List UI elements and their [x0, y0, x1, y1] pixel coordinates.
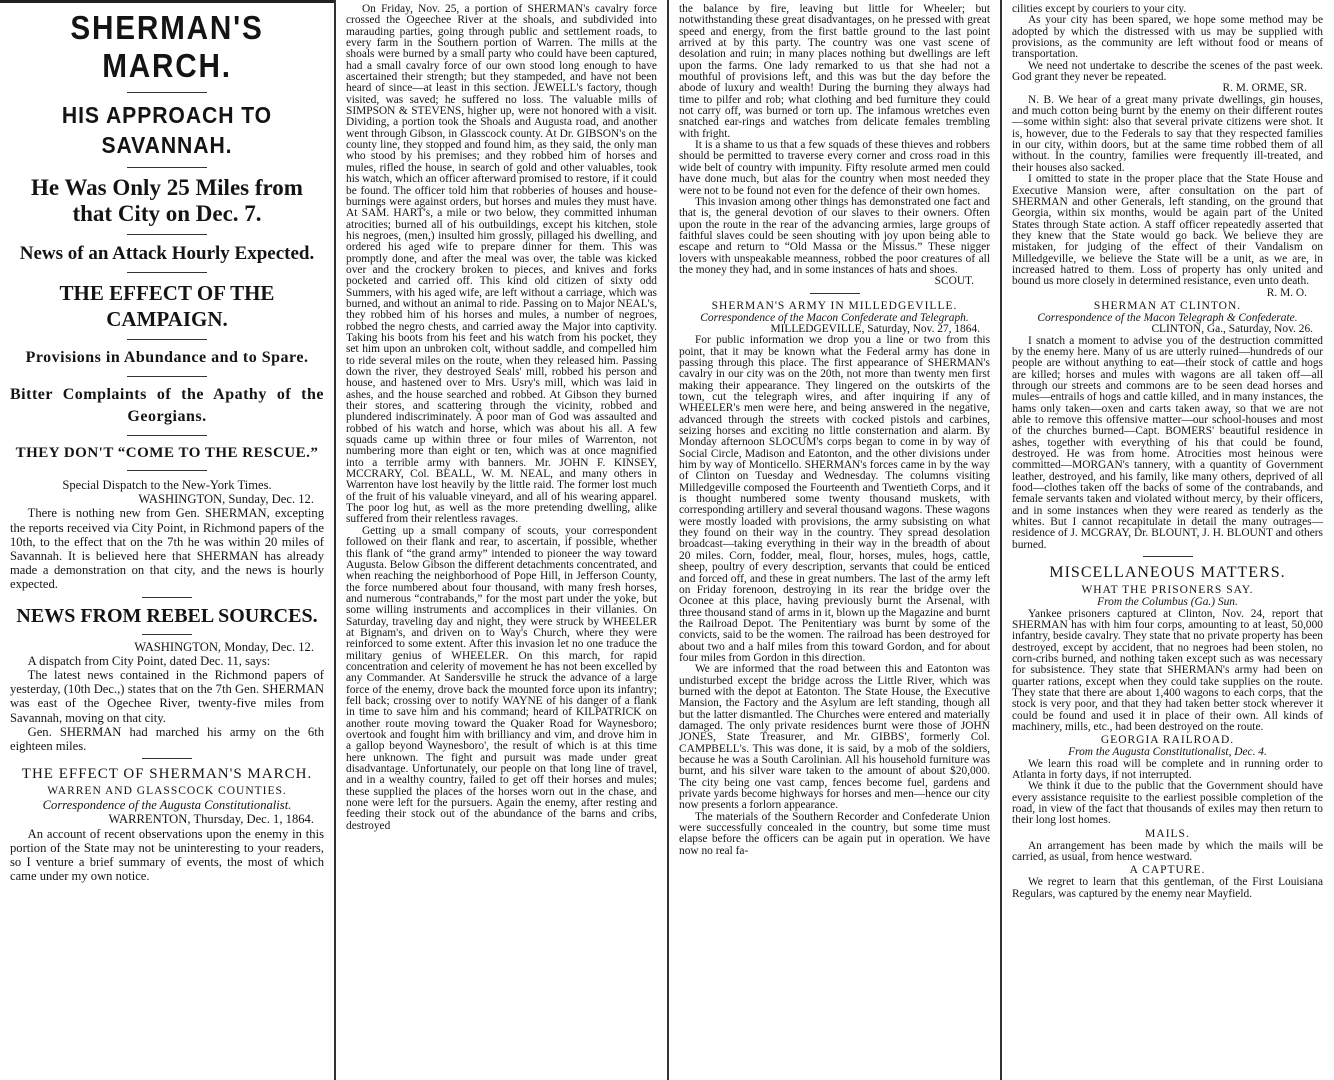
headline: SHERMAN'S MARCH. [70, 9, 264, 84]
section-heading: MISCELLANEOUS MATTERS. [1049, 564, 1286, 582]
dateline: WASHINGTON, Sunday, Dec. 12. [138, 492, 314, 507]
subheading: SHERMAN'S ARMY IN MILLEDGEVILLE. [711, 299, 958, 312]
paragraph: the balance by fire, leaving but little for Wheeler; but notwithstanding these great disadvantages, on he pressed with great speed and energy, from the first battle ground to the last point arrived at by this party. The country was one vast scene of desolation and ruin; in many places nothing but dwellings are left upon the farms. One lady remarked to us that she had not a mouthful of provisions left, and this was but the day before the abode of luxury and wealth! During the burning they always had time to pilfer and rob; what clothing and bed furniture they could not carry off, was burned or torn up. The infamous wretches even snatched ear-rings and watches from delicate females trembling with fright. [679, 3, 990, 140]
byline: From the Columbus (Ga.) Sun. [1097, 596, 1238, 609]
headline-deck: He Was Only 25 Miles from that City on Dec. 7. [31, 175, 303, 226]
paragraph: We are informed that the road between this and Eatonton was undisturbed except the bridge across the Little River, which was burned with the depot at Eatonton. The State House, the Executive Mansion, the Factory and the Asylum are left standing, though all but the latter dismantled. The Churches were entered and materially damaged. The only private residences burnt were those of JOHN JONES, State Treasurer, and Mr. GIBBS', formerly Col. CAMPBELL's. This was done, it is said, by a mob of the soldiers, because he was a South Carolinian. All his household furniture was burnt, and his silver ware taken to the amount of about $20,000. The city being one vast camp, fences become fuel, gardens and private yards become highways for horses and men—hence our city now presents a forlorn appearance. [679, 663, 990, 812]
subheading: MAILS. [1145, 827, 1190, 840]
divider-rule [142, 597, 192, 598]
divider-rule [127, 435, 207, 436]
paragraph: The latest news contained in the Richmond papers of yesterday, (10th Dec.,) states that on the 7th Gen. SHERMAN was east of the Ogechee River, twenty-five miles from Savannah, moving on that city. [10, 668, 324, 725]
subheading: WHAT THE PRISONERS SAY. [1081, 584, 1254, 597]
headline-deck: THEY DON'T “COME TO THE RESCUE.” [15, 445, 319, 461]
paragraph: Gen. SHERMAN had marched his army on the 6th eighteen miles. [10, 724, 324, 754]
byline: Correspondence of the Macon Telegraph & Confederate. [1037, 311, 1298, 324]
paragraph: I snatch a moment to advise you of the destruction committed by the enemy here. Many of us are utterly ruined—hundreds of our people are without anything to eat—their stock of cattle and hogs are killed; horses and mules with wagons are all taken off—all through our streets and commons are to be seen dead horses and mules—entrails of hogs and cattle killed, and in many instances, the hams only taken—oxen and carts taken away, so that we are not able to remove this offensive matter—our school-houses and most of the churches burned—Capt. BOMERS' beautiful residence in ashes, together with everything of his that could be found, destroyed. He was from home. Atrocities most heinous were committed—MORGAN's tannery, with a quantity of Government leather, destroyed, and his family, like many others, deprived of all food—clothes taken off the backs of some of the contrabands, and female servants taken and violated without mercy, by their officers, and in some instances when they were reared as tenderly as the whites. But I cannot recapitulate in detail the many outrages—residence of J. MCGRAY, Dr. BLOUNT, J. H. BLOUNT and others burned. [1012, 334, 1323, 551]
paragraph: On Friday, Nov. 25, a portion of SHERMAN's cavalry force crossed the Ogeechee River at the shoals, and subdivided into marauding parties, going through public and settlement roads, to every farm in the Southern portion of Warren. The mills at the shoals were burned by a small party who could have been captured, had a small cavalry force of our own stood long enough to have ascertained their strength; but they stampeded, and have not been heard of since—at least in this section. JEWELL's factory, though visited, was saved; he suffered no loss. The valuable mills of SIMPSON & STEVENS, higher up, were not honored with a visit. Dividing, a portion took the Shoals and Augusta road, and another went through Gibson, in Glasscock county. At Dr. GIBSON's on the county line, they stopped and found him, as they said, the only man who stood by his premises; and they robbed him of horses and mules, rifled the house, in search of gold and other valuables, took his watch, which an officer afterward promised to restore, if it could be found. The officer told him that robberies of houses and house-burnings were against orders, but horses and mules they must have. At SAM. HART's, a mile or two below, they committed inhuman atrocities; burned all of his outbuildings, except his kitchen, stole his negroes, (men,) insulted him grossly, pillaged his dwelling, and ordered his aged wife to prepare dinner for them. This was promptly done, and after the meal was over, the table was kicked over and the crockery broken to pieces, and knives and forks pocketed and carried off. This kind old citizen of sixty odd Summers, with his aged wife, are left without a carriage, which was burned, and without an animal to ride. Passing on to Major NEAL's, they robbed him of his horses and mules, a number of negroes, robbed the negro chests, and carried away the Major into captivity. Taking his boots from his feet and his watch from his pocket, they set him upon an unbroken colt, without saddle, and compelled him to ride several miles on the route, when they released him. Passing down the river, they destroyed Seals' mill, robbed his person and house, and hastened over to Mrs. Usry's mill, which was laid in ashes, and the house searched and robbed. At Gibson they burned their stores, and scattering through the vicinity, robbed and plundered indiscriminately. A poor man of God was assaulted and robbed of his watch and horse, which was about his all. A few squads came up within three or four miles of Warrenton, not numbering more than eight or ten, which was at once magnified into a terrible army with banners. Mr. JOHN F. KINSEY, MCCRARY, Col. BEALL, W. M. NEAL, and many others in Warrenton have lost heavily by the little raid. The former lost much of the fruit of his valuable vineyard, and all of his wearing apparel. The poor log hut, as well as the more pretending dwelling, alike suffered from their relentless ravages. [346, 3, 657, 526]
paragraph: This invasion among other things has demonstrated one fact and that is, the general devotion of our slaves to their owners. Often upon the route in the rear of the advancing armies, large groups of faithful slaves could be seen shouting with joy upon being able to escape and return to “Old Massa or the Missus.” These nigger lovers with unspeakable meanness, robbed the poor creatures of all the money they had, and in some instances of hats and shoes. [679, 195, 990, 276]
paragraph: An account of recent observations upon the enemy in this portion of the State may not be uninteresting to your readers, so I venture a brief summary of events, the most of which came under my own notice. [10, 826, 324, 884]
paragraph: Getting up a small company of scouts, your correspondent followed on their flank and rear, to ascertain, if possible, whether this flank of “the grand army” intended to pioneer the way toward Augusta. Below Gibson the different detachments concentrated, and when reaching the neighborhood of Pope Hill, in Jefferson County, the force numbered about four thousand, with many fresh horses, and numerous “contrabands,” for the most part under the yoke, but some willing instruments and accomplices in their villanies. On Saturday, traveling day and night, they were struck by WHEELER at Bignam's, and driven on to Way's Church, where they were reinforced to some extent. After this invasion let no one traduce the military genius of WHEELER. On this march, for rapid concentration and celerity of movement he has not been excelled by any Commander. At Sandersville he struck the advance of a large force of the enemy, drove back the mounted force upon its infantry; fell back; crossing over to notify WAYNE of his danger of a flank in time to save him and his command; heard of KILPATRICK on another route moving toward the Quaker Road for Waynesboro; overtook and fought him with brilliancy and vim, and drove him in a gallop beyond Waynesboro', the result of which is at this time here unknown. The fight and pursuit was made under great disadvantage. Unfortunately, our people on that long line of travel, and in a wealthy country, failed to get off their horses and mules; these supplied the places of the horses worn out in the chase, and none were left for the pursuers. Again the enemy, after resting and feeding their stock out of the abundance of the barns and cribs, destroyed [346, 524, 657, 832]
byline: Correspondence of the Augusta Constitutionalist. [42, 798, 292, 813]
paragraph: A dispatch from City Point, dated Dec. 11, says: [27, 653, 271, 668]
divider-rule [1143, 556, 1193, 557]
paragraph: We regret to learn that this gentleman, of the First Louisiana Regulars, was captured by the enemy near Mayfield. [1012, 876, 1323, 900]
section-heading: THE EFFECT OF SHERMAN'S MARCH. [21, 766, 313, 783]
subheading: SHERMAN AT CLINTON. [1093, 299, 1242, 312]
headline-deck: HIS APPROACH TO SAVANNAH. [61, 102, 273, 158]
dateline: WARRENTON, Thursday, Dec. 1, 1864. [108, 812, 314, 827]
paragraph: N. B. We hear of a great many private dwellings, gin houses, and much cotton being burnt by the enemy on their different routes—some within sight: also that several private citizens were shot. It is, however, due to the Federals to say that they respected families in our city, within doors, but at the same time robbed them of all without. In the country, families were frequently ill-treated, and their houses also sacked. [1012, 93, 1323, 174]
dateline: MILLEDGEVILLE, Saturday, Nov. 27, 1864. [770, 322, 980, 335]
divider-rule [127, 376, 207, 377]
column-2 [334, 0, 667, 1080]
headline-deck: Bitter Complaints of the Apathy of the Georgians. [10, 386, 324, 425]
headline-deck: News of an Attack Hourly Expected. [19, 243, 315, 264]
column-3 [667, 0, 1000, 1080]
divider-rule [142, 634, 192, 635]
signature: R. M. O. [1266, 286, 1307, 299]
paragraph: It is a shame to us that a few squads of these thieves and robbers should be permitted to traverse every corner and cross road in this wide belt of country with impunity. Fifty resolute armed men could have done much, but alas for the country when most needed they were not to be found not even for the defence of their own homes. [679, 139, 990, 197]
dateline: WASHINGTON, Monday, Dec. 12. [134, 639, 314, 654]
divider-rule [127, 470, 207, 471]
column-4 [1000, 0, 1333, 1080]
paragraph: Yankee prisoners captured at Clinton, Nov. 24, report that SHERMAN has with him four corps, amounting to at least, 50,000 infantry, beside cavalry. They state that no private property has been destroyed, except by accident, that no negroes had been stolen, no corn-cribs burned, and nothing taken except such as was necessary for subsistence. They state that SHERMAN's army had been on quarter rations, except when they could take supplies on the route. They state that there are about 1,400 wagons to each corps, that the stock is very poor, and that they had taken better stock wherever it could be found and used it in place of their own. All kinds of machinery, mills, etc., had been destroyed on the route. [1012, 607, 1323, 733]
paragraph: We need not undertake to describe the scenes of the past week. God grant they never be repeated. [1012, 59, 1323, 84]
paragraph: We learn this road will be complete and in running order to Atlanta in forty days, if not interrupted. [1012, 757, 1323, 781]
column-1 [0, 0, 334, 1080]
byline: From the Augusta Constitutionalist, Dec. 4. [1068, 746, 1267, 759]
paragraph: There is nothing new from Gen. SHERMAN, excepting the reports received via City Point, in Richmond papers of the 10th, to the effect that on the 7th he was within 20 miles of Savannah. It is believed here that SHERMAN has already made a demonstration on that city, and the news is hourly expected. [10, 506, 324, 592]
divider-rule [127, 272, 207, 273]
paragraph: An arrangement has been made by which the mails will be carried, as usual, from hence westward. [1012, 839, 1323, 864]
subheading: A CAPTURE. [1129, 864, 1206, 877]
byline: Correspondence of the Macon Confederate and Telegraph. [700, 311, 969, 324]
headline-deck: THE EFFECT OF THE CAMPAIGN. [59, 281, 275, 331]
dateline: CLINTON, Ga., Saturday, Nov. 26. [1151, 323, 1313, 336]
dispatch-credit: Special Dispatch to the New-York Times. [62, 478, 272, 492]
divider-rule [142, 758, 192, 759]
divider-rule [127, 339, 207, 340]
divider-rule [810, 293, 860, 294]
signature: R. M. ORME, SR. [1222, 82, 1307, 95]
section-heading: NEWS FROM REBEL SOURCES. [16, 604, 318, 627]
divider-rule [127, 234, 207, 235]
paragraph: cilities except by couriers to your city. [1012, 3, 1187, 15]
paragraph: I omitted to state in the proper place that the State House and Executive Mansion were, after consultation on the part of SHERMAN and other Generals, left standing, on the ground that Georgia, within six months, would be again part of the United States through State action. A staff officer repeatedly asserted that they knew that the State would go back. We believe they are mistaken, for judging of the effect of their Vandalism on Milledgeville, we believe the State will be a unit, as we are, in increased hatred to them. Loss of property has only united and bound us more closely in determined resistance, even unto death. [1012, 173, 1323, 288]
divider-rule [127, 167, 207, 168]
subheading: WARREN AND GLASSCOCK COUNTIES. [47, 785, 287, 798]
divider-rule [127, 92, 207, 93]
subheading: GEORGIA RAILROAD. [1100, 734, 1235, 747]
paragraph: As your city has been spared, we hope some method may be adopted by which the distressed with us may be supplied with provisions, as the community are left without food or means of transportation. [1012, 14, 1323, 61]
paragraph: The materials of the Southern Recorder and Confederate Union were successfully concealed in the country, but some time must elapse before the officers can be again put in operation. We have now no real fa- [679, 810, 990, 857]
headline-deck: Provisions in Abundance and to Spare. [25, 349, 309, 366]
paragraph: We think it due to the public that the Government should have every assistance requisite to the earliest possible completion of the road, in view of the fact that thousands of exiles may then return to their long lost homes. [1012, 780, 1323, 827]
paragraph: For public information we drop you a line or two from this point, that it may be known what the Federal army has done in passing through this place. The first appearance of SHERMAN's cavalry in our city was on the 20th, not more than twenty men first making their appearance. They lingered on the outskirts of the town, cut the telegraph wires, and after inquiring if any of WHEELER's men were here, and being answered in the negative, advanced through the streets with cocked pistols and carbines, seizing horses and exciting no little consternation and alarm. By Monday afternoon SLOCUM's corps began to come in by way of Social Circle, Madison and Eatonton, and the other divisions under him by way of Monticello. SHERMAN's forces came in by the way of Clinton on Tuesday and Wednesday. The columns visiting Milledgeville composed the Fourteenth and Twentieth Corps, and it is thought numbered some twenty thousand muskets, with corresponding artillery and several thousand wagons. These wagons were mostly loaded with provisions, the army subsisting on what they found on their way in the country. They spread desolation broadcast—taking everything in their way in the breadth of about 20 miles. Corn, fodder, meal, flour, horses, mules, hogs, cattle, sheep, poultry of every description, servants that could be enticed and forced off, and these in great numbers. The last of the army left on Friday forenoon, destroying in its rear the bridge over the Oconee at this place, having previously burnt the Arsenal, with three thousand stand of arms in it, blown up the Magazine and burnt the Railroad Depot. The Penitentiary was burnt by some of the convicts, said to be the women. The railroad has been destroyed for about two and a half miles from this toward Gordon, and for about four miles from Gordon in this direction. [679, 334, 990, 664]
signature: SCOUT. [934, 275, 974, 288]
